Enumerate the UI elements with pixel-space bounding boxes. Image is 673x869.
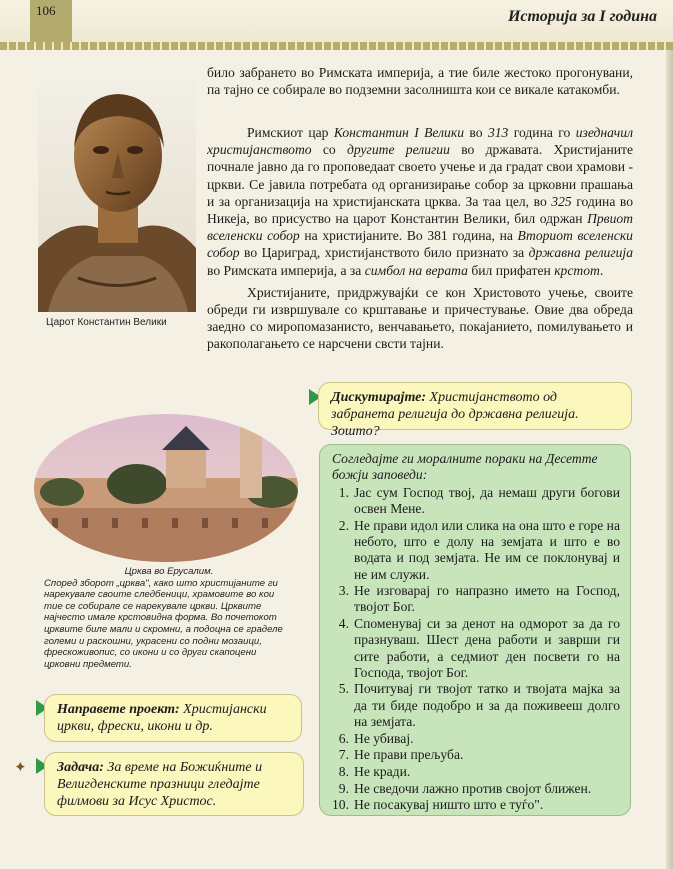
commandments-list xyxy=(332,485,620,814)
list-item xyxy=(332,583,620,615)
item-text: Не посакувај ништо што е туѓо". xyxy=(354,797,544,813)
list-item xyxy=(332,781,620,797)
text-span: година во Никеја, во присуство на царот Константин Велики, бил одржан xyxy=(207,193,634,227)
item-number: 2. xyxy=(338,517,349,533)
intro-paragraph xyxy=(207,64,633,98)
item-number: 8. xyxy=(338,763,349,779)
text-span: Римскиот цар xyxy=(247,125,334,140)
text-span: во државата. Христијаните почнале јавно да го проповедаат своето учење и да градат свои храмови - цркви. Се јавила потребата од организирање собор за црковни прашања и за организација на христијанската црква. За таа цел, во xyxy=(207,142,633,209)
list-item xyxy=(332,731,620,747)
commandments-intro: Согледајте ги моралните пораки на Десетте божји заповеди: xyxy=(332,451,598,482)
book-spine-shadow xyxy=(666,50,673,869)
rites-paragraph: Христијаните, придржувајќи се кон Христовото учење, своите обреди ги извршувале со крштавање и причестување. Овие два обреда заедно со миропомазанисто, венчавањето, покајанието, помилувањето и ракополагањето се нарсчени свсти тајни. xyxy=(207,284,633,352)
discuss-text: Христијанството од забранета религија до државна религија. Зошто? xyxy=(331,390,579,439)
list-item xyxy=(332,797,620,813)
emphasis-cross: крстот xyxy=(554,262,600,278)
intro-paragraph-text: било забрането во Римската империја, а тие биле жестоко прогонувани, па тајно се собирале во подземни засолништа кои се викале катакомби. xyxy=(207,65,633,98)
star-icon: ✦ xyxy=(14,758,27,776)
text-span: во Цариград, христијанството било признато за xyxy=(239,245,529,261)
item-text: Не прави идол или слика на она што е горе на небото, што е долу на земјата и што е во водата и под земјата. Не им се поклонувај и не им служи. xyxy=(354,517,620,582)
portrait-caption: Царот Константин Велики xyxy=(46,317,167,328)
task-lead: Задача: xyxy=(57,760,104,775)
item-text: Не изговарај го напразно името на Господ, твојот Бог. xyxy=(354,583,620,615)
text-span: година го xyxy=(508,125,576,140)
list-item xyxy=(332,518,620,583)
commandments-box xyxy=(319,444,631,816)
jerusalem-church-image xyxy=(32,388,300,564)
project-lead: Направете проект: xyxy=(57,702,180,717)
discuss-box xyxy=(318,382,632,439)
emphasis-other-religions: другите религии xyxy=(347,142,450,158)
item-number: 7. xyxy=(338,747,349,763)
emphasis-year-313: 313 xyxy=(487,125,509,140)
list-item xyxy=(332,747,620,763)
emphasis-symbol: симбол на верата xyxy=(364,262,468,278)
church-caption-text: Според зборот „црква", како што христијаните ги нарекувале своите следбеници, храмовите во кои тие се собирале се нарекувале цркви. Црквите најчесто имале крстовидна форма. Во почетокот црквите биле мали и скромни, а подоцна се граделе големи и раскошни, украсени со подни мозаици, фрескоживопис, со икони и со други скапоцени црковни предмети. xyxy=(44,577,283,670)
running-header-title: Историја за I година xyxy=(507,8,657,25)
item-text: Не сведочи лажно против својот ближен. xyxy=(354,780,592,796)
text-span: во xyxy=(464,125,488,140)
church-caption-title: Црква во Ерусалим. xyxy=(124,566,214,577)
item-number: 10. xyxy=(332,797,349,813)
header-decorative-rule xyxy=(0,42,673,50)
list-item xyxy=(332,764,620,780)
list-item xyxy=(332,616,620,681)
text-span: со xyxy=(311,142,348,158)
item-text: Не убивај. xyxy=(354,730,414,746)
emphasis-emperor: Константин I Велики xyxy=(333,125,465,140)
item-text: Почитувај ги твојот татко и твојата мајка за да ти биде подобро и за да поживееш долго на земјата. xyxy=(354,681,620,729)
list-item xyxy=(332,485,620,517)
item-text: Не прави прељуба. xyxy=(354,747,464,763)
emphasis-first-council: Првиот вселенски собор xyxy=(207,211,633,244)
page-number: 106 xyxy=(36,3,56,18)
item-text: Јас сум Господ твој, да немаш други богови освен Мене. xyxy=(354,485,620,517)
task-text: За време на Божиќните и Велигденските празници гледајте филмови за Исус Христос. xyxy=(57,760,263,809)
constantine-portrait-image xyxy=(38,78,196,312)
church-caption xyxy=(44,566,294,670)
text-span: во Римската империја, а за xyxy=(207,262,365,278)
item-number: 6. xyxy=(338,730,349,746)
list-item xyxy=(332,681,620,730)
item-text: Споменувај си за денот на одморот за да го празнуваш. Шест дена работи и заврши ги сите работи, а седмиот ден посвети го на Господа, твојот Бог. xyxy=(354,616,620,680)
item-number: 5. xyxy=(338,681,349,697)
emphasis-equalized: изедначил христијанството xyxy=(207,125,633,158)
item-number: 4. xyxy=(338,616,349,632)
item-number: 1. xyxy=(338,485,349,500)
project-text: Христијански цркви, фрески, икони и др. xyxy=(57,702,267,734)
emphasis-year-325: 325 xyxy=(551,193,572,209)
project-box xyxy=(44,694,302,742)
item-number: 9. xyxy=(338,780,349,796)
item-number: 3. xyxy=(338,583,349,599)
item-text: Не кради. xyxy=(354,763,411,779)
main-text-column xyxy=(207,124,633,353)
task-box xyxy=(44,752,304,816)
emphasis-second-council: Вториот вселенски собор xyxy=(207,228,633,261)
discuss-lead: Дискутирајте: xyxy=(331,390,427,405)
text-span: . xyxy=(599,262,604,278)
text-span: на христијаните. Во 381 година, на xyxy=(299,228,518,244)
constantine-paragraph xyxy=(207,124,633,279)
text-span: бил прифатен xyxy=(467,262,555,278)
emphasis-state-religion: државна религија xyxy=(528,245,634,261)
